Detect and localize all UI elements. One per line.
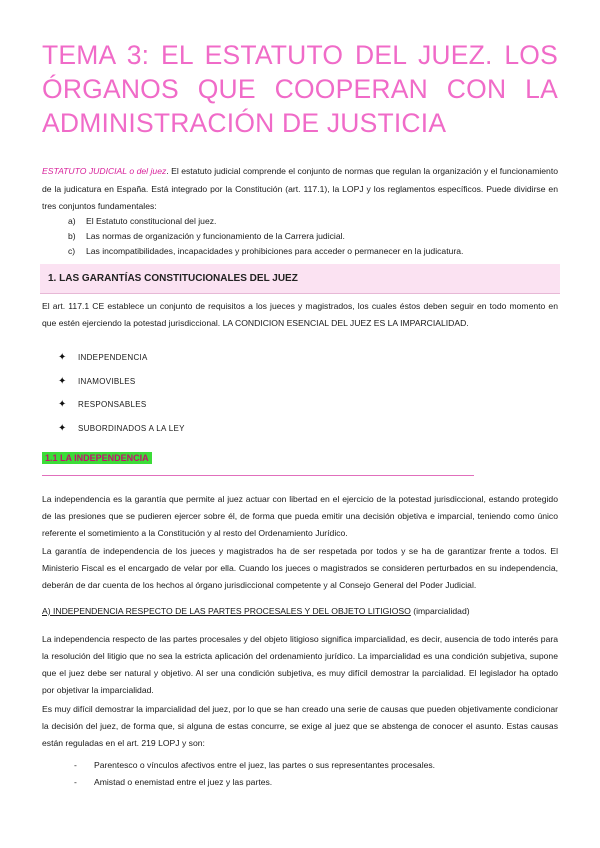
dash-bullet: - (74, 759, 77, 770)
independence-paragraph: La independencia es la garantía que permite al juez actuar con libertad en el ejercicio de la potestad jurisdiccional, estando protegido de las presiones que se pudieren ejercer sobre él, de forma que pueda emitir una decisión objetiva e imparcial, teniendo como único referente el sometimiento a la Constitución y al resto del Ordenamiento Jurídico. (42, 494, 558, 538)
list-text: SUBORDINADOS A LA LEY (78, 423, 185, 433)
diamond-bullet-icon: ✦ (58, 352, 67, 364)
heading-a (42, 606, 470, 616)
section-paragraph: El art. 117.1 CE establece un conjunto de requisitos a los jueces y magistrados, los cuales éstos deben seguir en todo momento en que estén ejerciendo la potestad jurisdiccional. LA CONDICION ESENCIAL DEL JUEZ ES LA IMPARCIALIDAD. (42, 301, 558, 328)
intro-label: ESTATUTO JUDICIAL o del juez (42, 166, 167, 176)
list-item (68, 228, 558, 243)
list-item (58, 393, 185, 417)
causes-list (74, 756, 435, 790)
page-title: TEMA 3: EL ESTATUTO DEL JUEZ. LOS ÓRGANOS QUE COOPERAN CON LA ADMINISTRACIÓN DE JUSTICIA (42, 40, 558, 138)
divider (42, 475, 474, 476)
list-text: Parentesco o vínculos afectivos entre el juez, las partes o sus representantes procesales. (94, 759, 436, 770)
list-item (74, 773, 435, 790)
intro-text: . El estatuto judicial comprende el conjunto de normas que regulan la organización y el funcionamiento de la judicatura en España. Está integrado por la Constitución (art. 117.1), la LOPJ y los reglamentos específicos. Puede dividirse en tres conjuntos fundamentales: (42, 166, 558, 211)
guarantees-list (58, 346, 185, 440)
list-text: RESPONSABLES (78, 400, 147, 410)
list-letter: a) (68, 215, 76, 226)
section-heading: 1. LAS GARANTÍAS CONSTITUCIONALES DEL JUEZ (40, 264, 560, 294)
list-letter: c) (68, 245, 76, 256)
intro-list (68, 213, 558, 258)
list-text: Las normas de organización y funcionamiento de la Carrera judicial. (86, 230, 345, 241)
list-text: Amistad o enemistad entre el juez y las partes. (94, 776, 273, 787)
subsection-heading: 1.1 LA INDEPENDENCIA (42, 452, 152, 464)
list-item (58, 370, 185, 394)
list-text: Las incompatibilidades, incapacidades y prohibiciones para acceder o permanecer en la judicatura. (86, 245, 464, 256)
list-item (58, 417, 185, 441)
heading-a-underlined: A) INDEPENDENCIA RESPECTO DE LAS PARTES PROCESALES Y DEL OBJETO LITIGIOSO (42, 606, 411, 616)
impartiality-paragraph: La independencia respecto de las partes procesales y del objeto litigioso significa imparcialidad, es decir, ausencia de todo interés para la resolución del litigio que no sea la estricta aplicación del ordenamiento jurídico. La imparcialidad es una condición subjetiva, supone que el juez debe ser natural y objetivo. Al ser una condición subjetiva, es muy difícil demostrar la parcialidad. El legislador ha optado por objetivar la imparcialidad. (42, 634, 558, 695)
list-letter: b) (68, 230, 76, 241)
diamond-bullet-icon: ✦ (58, 422, 67, 434)
list-text: INDEPENDENCIA (78, 353, 148, 363)
list-text: INAMOVIBLES (78, 376, 136, 386)
dash-bullet: - (74, 776, 77, 787)
heading-a-suffix: (imparcialidad) (410, 606, 470, 616)
list-item (74, 756, 435, 773)
list-text: El Estatuto constitucional del juez. (86, 215, 217, 226)
intro-paragraph (42, 163, 558, 215)
list-item (58, 346, 185, 370)
guarantee-paragraph: La garantía de independencia de los jueces y magistrados ha de ser respetada por todos y se ha de garantizar frente a todos. El Ministerio Fiscal es el encargado de velar por ella. Cuando los jueces o magistrados se consideren perturbados en su independencia, deberán de dar cuenta de los hechos al órgano jurisdiccional competente y al Consejo General del Poder Judicial. (42, 546, 558, 590)
diamond-bullet-icon: ✦ (58, 399, 67, 411)
list-item (68, 213, 558, 228)
diamond-bullet-icon: ✦ (58, 375, 67, 387)
list-item (68, 243, 558, 258)
causes-paragraph: Es muy difícil demostrar la imparcialidad del juez, por lo que se han creado una serie de causas que pueden objetivamente condicionar la decisión del juez, de forma que, si alguna de estas concurre, se exige al juez que se abstenga de conocer el asunto. Estas causas están reguladas en el art. 219 LOPJ y son: (42, 704, 558, 748)
